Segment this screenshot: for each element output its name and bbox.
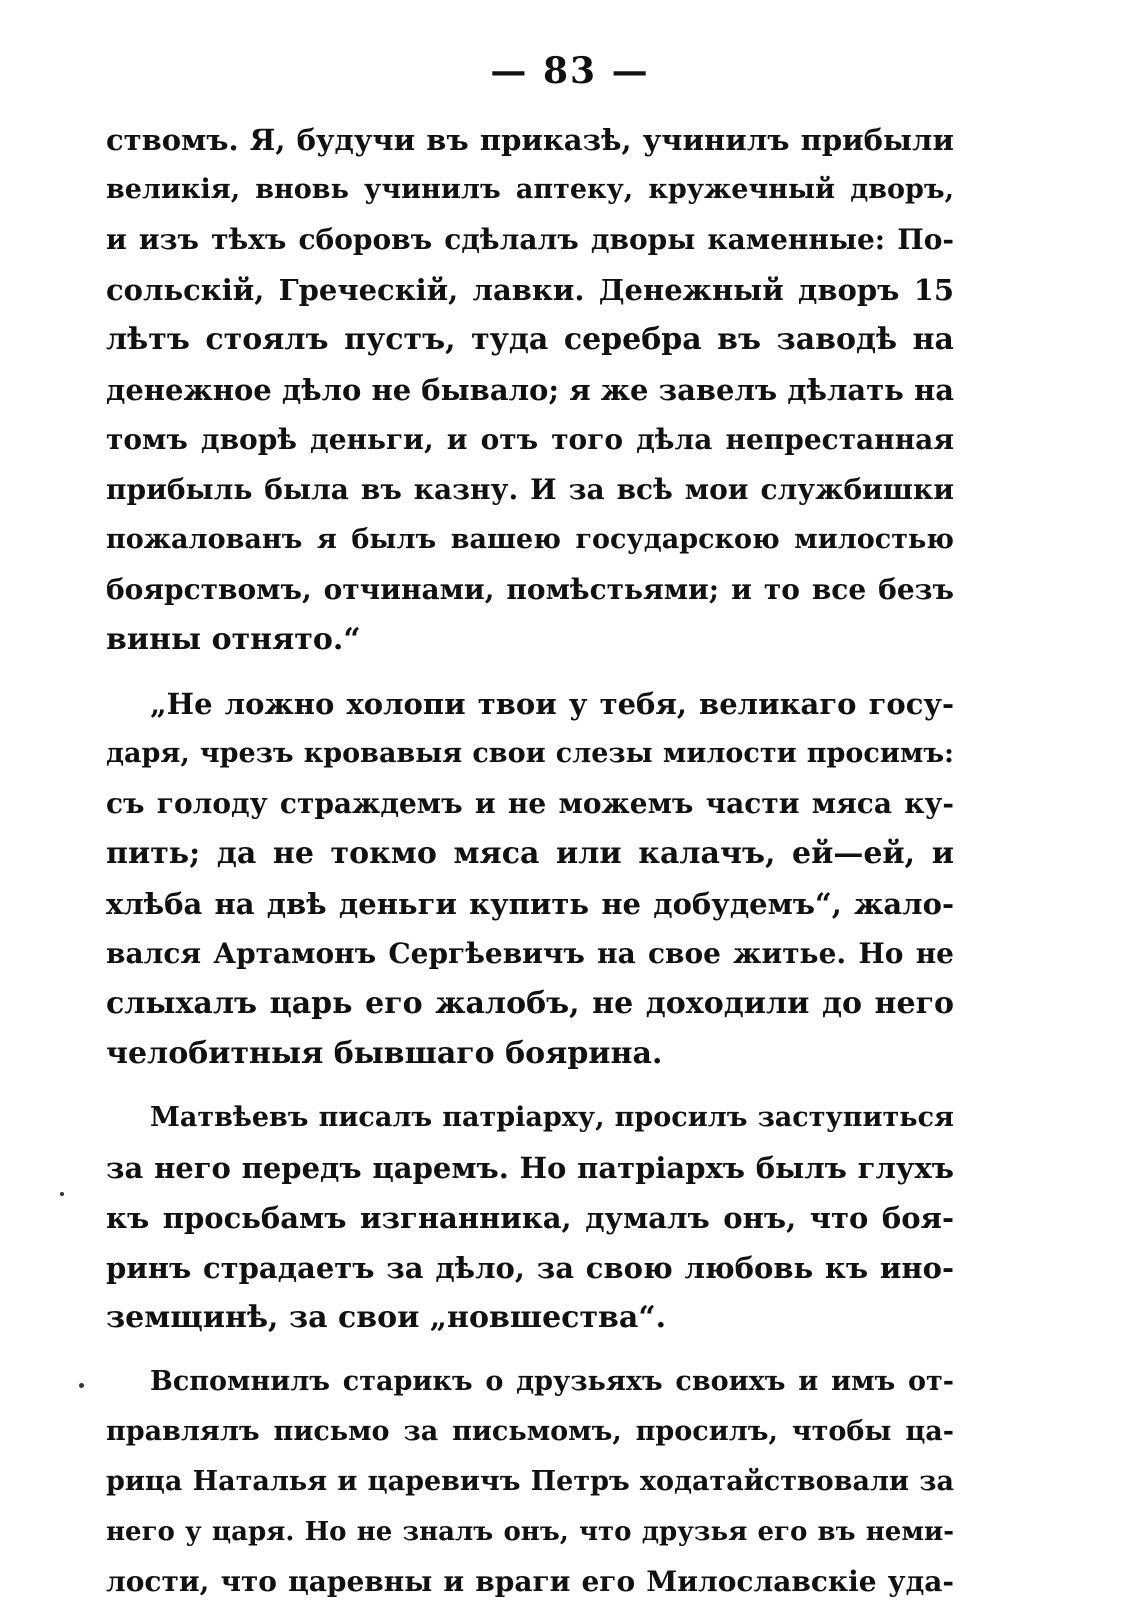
text-line: прибыль была въ казну. И за всѣ мои службишки — [106, 473, 954, 506]
text-line: пить; да не токмо мяса или калачъ, ей—ей, и — [106, 836, 954, 871]
text-line: сольскій, Греческій, лавки. Денежный дворъ 15 — [106, 273, 954, 307]
text-line: лѣтъ стоялъ пустъ, туда серебра въ заводѣ на — [106, 322, 954, 357]
text-line: правлялъ письмо за письмомъ, просилъ, чтобы ца- — [106, 1416, 954, 1447]
text-line: ринъ страдаетъ за дѣло, за свою любовь къ ино- — [106, 1251, 954, 1285]
text-line: даря, чрезъ кровавыя свои слезы милости просимъ: — [106, 738, 954, 769]
paragraph-2 — [106, 679, 954, 1079]
text-line: вался Артамонъ Сергѣевичъ на свое житье. Но не — [106, 937, 954, 970]
text-line: земщинѣ, за свои „новшества“. — [106, 1300, 667, 1335]
paragraph-4 — [106, 1357, 954, 1607]
text-line: Матвѣевъ писалъ патріарху, просилъ заступиться — [150, 1102, 954, 1133]
text-line: боярствомъ, отчинами, помѣстьями; и то все безъ — [106, 573, 954, 606]
text-line: ствомъ. Я, будучи въ приказѣ, учинилъ прибыли — [106, 123, 954, 157]
paragraph-3 — [106, 1093, 954, 1343]
text-line: за него передъ царемъ. Но патріархъ былъ глухъ — [106, 1151, 954, 1185]
text-line: рица Наталья и царевичъ Петръ ходатайствовали за — [106, 1466, 954, 1497]
paragraph-1 — [106, 115, 954, 665]
text-line: великія, вновь учинилъ аптеку, кружечный дворъ, — [106, 174, 954, 205]
text-line: лости, что царевны и враги его Милославскіе уда- — [106, 1565, 954, 1598]
text-line: „Не ложно холопи твои у тебя, великаго госу- — [150, 687, 954, 721]
text-line: хлѣба на двѣ деньги купить не добудемъ“, жало- — [106, 887, 954, 921]
text-line: съ голоду страждемъ и не можемъ части мяса ку- — [106, 787, 954, 820]
scan-speck — [60, 1192, 64, 1196]
text-line: къ просьбамъ изгнанника, думалъ онъ, что боя- — [106, 1201, 954, 1235]
text-line: Вспомнилъ старикъ о друзьяхъ своихъ и имъ от- — [150, 1366, 954, 1397]
text-line: него у царя. Но не зналъ онъ, что друзья его въ неми- — [106, 1517, 954, 1547]
text-line: томъ дворѣ деньги, и отъ того дѣла непрестанная — [106, 423, 954, 456]
text-line: и изъ тѣхъ сборовъ сдѣлалъ дворы каменные: По- — [106, 223, 954, 256]
body-text — [106, 115, 954, 1607]
text-line: пожалованъ я былъ вашею государскою милостью — [106, 524, 954, 555]
text-line: челобитныя бывшаго боярина. — [106, 1036, 663, 1071]
text-line: слыхалъ царь его жалобъ, не доходили до него — [106, 986, 954, 1021]
text-line: денежное дѣло не бывало; я же завелъ дѣлать на — [106, 373, 954, 407]
scan-speck — [79, 1383, 84, 1388]
text-line: вины отнято.“ — [106, 622, 361, 657]
page-number: — 83 — — [490, 50, 650, 92]
